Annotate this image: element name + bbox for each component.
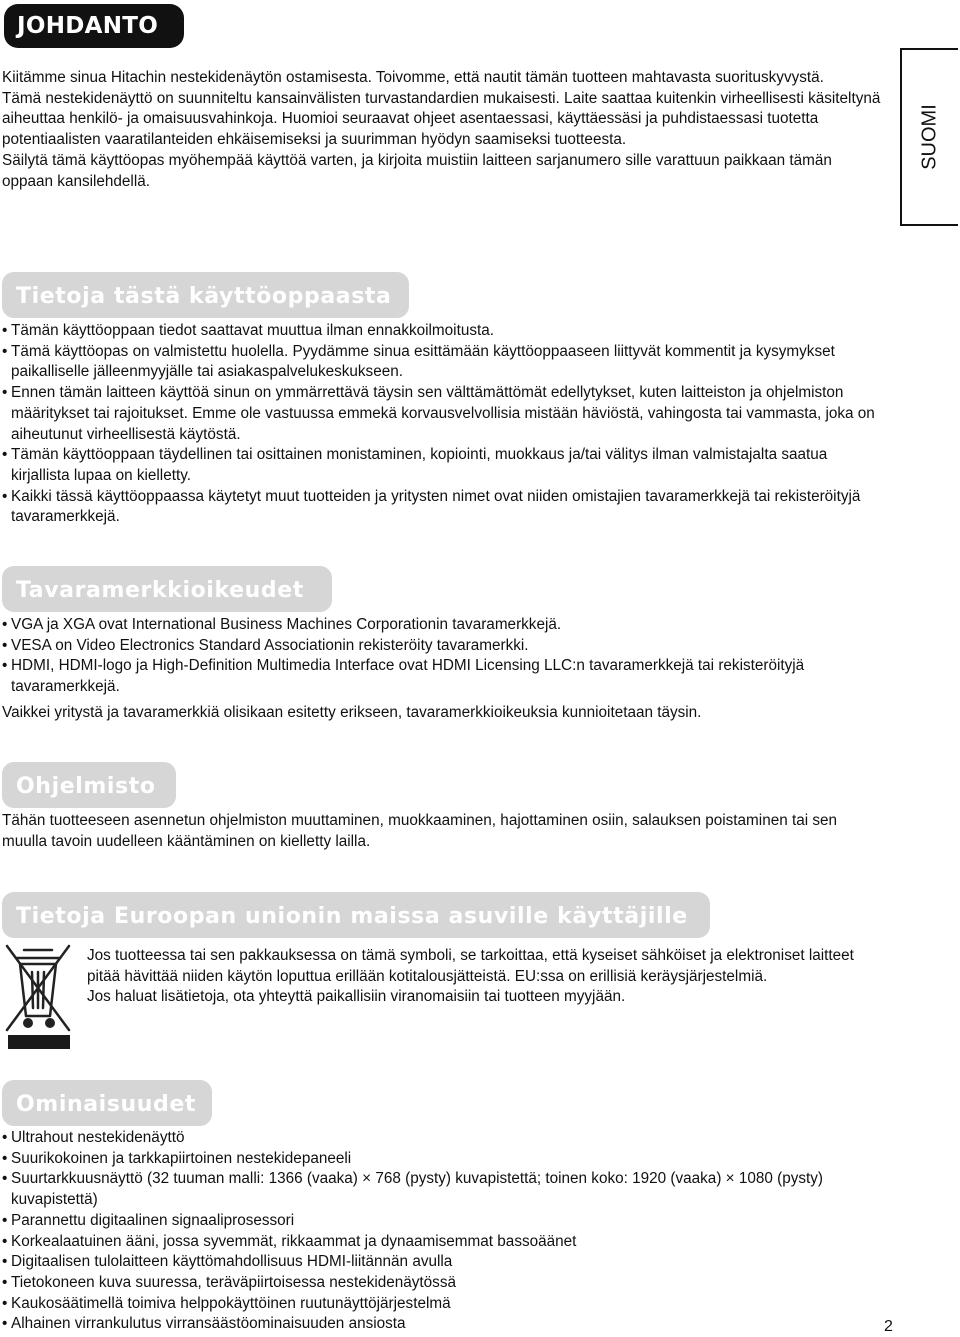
list-item: • Tietokoneen kuva suuressa, teräväpiirtoisessa nestekidenäytössä: [2, 1273, 872, 1294]
list-item: • Tämän käyttöoppaan täydellinen tai osittainen monistaminen, kopiointi, muokkaus ja/tai välitys ilman valmistajalta saatua kirjallista lupaa on kielletty.: [2, 445, 882, 486]
list-item: • Korkealaatuinen ääni, jossa syvemmät, rikkaammat ja dynaamisemmat bassoäänet: [2, 1232, 872, 1253]
section-heading-trademarks: Tavaramerkkioikeudet: [2, 566, 332, 612]
list-item: • Kaukosäätimellä toimiva helppokäyttöinen ruutunäyttöjärjestelmä: [2, 1294, 872, 1315]
section-heading-features: Ominaisuudet: [2, 1080, 212, 1126]
language-tab: [900, 48, 958, 226]
eu-paragraph: Jos haluat lisätietoja, ota yhteyttä paikallisiin viranomaisiin tai tuotteen myyjään.: [87, 988, 626, 1006]
list-item: • Kaikki tässä käyttöoppaassa käytetyt muut tuotteiden ja yritysten nimet ovat niiden omistajien tavaramerkkejä tai rekisteröityjä tavaramerkkejä.: [2, 487, 882, 528]
trademarks-note: Vaikkei yritystä ja tavaramerkkiä olisikaan esitetty erikseen, tavaramerkkioikeuksia kunnioitetaan täysin.: [2, 704, 702, 721]
list-item: • Parannettu digitaalinen signaaliprosessori: [2, 1211, 872, 1232]
list-item: • Tämä käyttöopas on valmistettu huolella. Pyydämme sinua esittämään käyttöoppaaseen liittyvät kommentit ja kysymykset paikalliselle jälleenmyyjälle tai asiakaspalvelukeskukseen.: [2, 342, 882, 383]
list-item: • Alhainen virrankulutus virransäästöominaisuuden ansiosta: [2, 1314, 872, 1335]
list-item: • VGA ja XGA ovat International Business Machines Corporationin tavaramerkkejä.: [2, 615, 882, 636]
eu-text: [87, 946, 877, 1008]
list-item: • Tämän käyttöoppaan tiedot saattavat muuttua ilman ennakkoilmoitusta.: [2, 321, 882, 342]
trademarks-list: [2, 615, 882, 698]
manual-list: [2, 321, 882, 528]
list-item: • VESA on Video Electronics Standard Associationin rekisteröity tavaramerkki.: [2, 636, 882, 657]
list-item: • Suurtarkkuusnäyttö (32 tuuman malli: 1366 (vaaka) × 768 (pysty) kuvapistettä; toinen koko: 1920 (vaaka) × 1080 (pysty) kuvapistettä): [2, 1169, 872, 1210]
list-item: • Digitaalisen tulolaitteen käyttömahdollisuus HDMI-liitännän avulla: [2, 1252, 872, 1273]
list-item: • Suurikokoinen ja tarkkapiirtoinen nestekidepaneeli: [2, 1149, 872, 1170]
page-title: JOHDANTO: [4, 4, 184, 48]
intro-paragraph: Kiitämme sinua Hitachin nestekidenäytön ostamisesta. Toivomme, että nautit tämän tuotteen mahtavasta suorituskyvystä.: [2, 69, 824, 86]
section-heading-software: Ohjelmisto: [2, 762, 176, 808]
software-text: Tähän tuotteeseen asennetun ohjelmiston muuttaminen, muokkaaminen, hajottaminen osiin, salauksen poistaminen tai sen muulla tavoin uudelleen kääntäminen on kielletty lailla.: [2, 812, 838, 850]
intro-paragraph: Tämä nestekidenäyttö on suunniteltu kansainvälisten turvastandardien mukaisesti. Laite saattaa kuitenkin virheellisesti käsiteltynä aiheuttaa henkilö- ja omaisuusvahinkoja. Huomioi seuraavat ohjeet asentaessasi, käyttäessäsi ja puhdistaessasi tuotetta potentiaalisten vaaratilanteiden ehkäisemiseksi ja suurimman hyödyn saamiseksi tuotteesta.: [2, 89, 881, 149]
crossed-out-wheelie-bin-icon: [2, 942, 74, 1050]
intro-text: [2, 68, 882, 192]
page-number: 2: [884, 1318, 893, 1335]
intro-paragraph: Säilytä tämä käyttöopas myöhempää käyttöä varten, ja kirjoita muistiin laitteen sarjanumero sille varattuun paikkaan tämän oppaan kansilehdellä.: [2, 151, 832, 190]
eu-paragraph: Jos tuotteessa tai sen pakkauksessa on tämä symboli, se tarkoittaa, että kyseiset sähköiset ja elektroniset laitteet pitää hävittää niiden käytön loputtua erillään kotitalousjätteistä. EU:ssa on erillisiä keräysjärjestelmiä.: [87, 947, 854, 985]
features-list: [2, 1128, 872, 1335]
list-item: • Ennen tämän laitteen käyttöä sinun on ymmärrettävä täysin sen välttämättömät edellytykset, kuten laitteiston ja ohjelmiston määritykset tai rajoitukset. Emme ole vastuussa emmekä korvausvelvollisia mistään häviöstä, vahingosta tai vammasta, joka on aiheutunut virheellisestä käytöstä.: [2, 383, 882, 445]
section-heading-eu: Tietoja Euroopan unionin maissa asuville käyttäjille: [2, 892, 710, 938]
list-item: • Ultrahout nestekidenäyttö: [2, 1128, 872, 1149]
list-item: • HDMI, HDMI-logo ja High-Definition Multimedia Interface ovat HDMI Licensing LLC:n tavaramerkkejä tai rekisteröityjä tavaramerkkejä.: [2, 656, 882, 697]
section-heading-manual: Tietoja tästä käyttöoppaasta: [2, 272, 409, 318]
language-tab-label: SUOMI: [918, 104, 941, 170]
